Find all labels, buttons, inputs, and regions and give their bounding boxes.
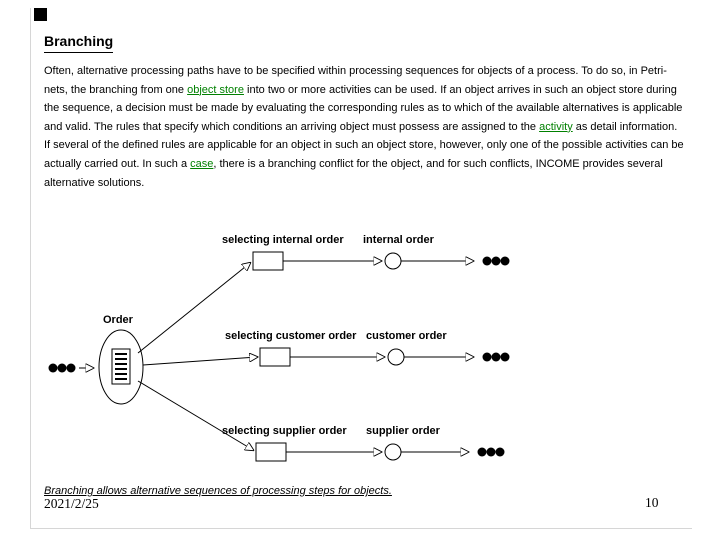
place-internal	[385, 253, 401, 269]
link-object-store[interactable]: object store	[187, 83, 244, 96]
link-case[interactable]: case	[190, 157, 214, 170]
transition-supplier	[256, 443, 286, 461]
paragraph-text: as detail information. If several of the defined rules are applicable for an object in such an object store, however, only one of the possible activities can be actually carried out. In such a	[44, 120, 684, 170]
transition-label-internal: selecting internal order	[222, 234, 344, 246]
figure-caption: Branching allows alternative sequences of processing steps for objects.	[44, 485, 392, 497]
object-store-ellipse	[99, 330, 143, 404]
transition-label-customer: selecting customer order	[225, 330, 357, 342]
page-number: 10	[645, 495, 659, 510]
place-label-supplier: supplier order	[366, 425, 440, 437]
transition-label-supplier: selecting supplier order	[222, 425, 347, 437]
place-label-customer: customer order	[366, 330, 447, 342]
slide-frame-bottom	[30, 528, 692, 529]
corner-square-decoration	[34, 8, 47, 21]
place-supplier	[385, 444, 401, 460]
paragraph-text: , there is a branching conflict for the object, and for such conflicts, INCOME provides several alternative solutions.	[44, 157, 663, 189]
arc-store-to-supplier	[138, 381, 253, 450]
output-tokens-customer	[483, 353, 510, 362]
output-tokens-internal	[483, 257, 510, 266]
petri-net-diagram	[0, 225, 720, 480]
link-activity[interactable]: activity	[539, 120, 573, 133]
paragraph-text: Often, alternative processing paths have to be specified within processing sequences for objects of a process. To do so, in Petri-nets, the branching from one	[44, 65, 667, 96]
page-title: Branching	[44, 33, 113, 53]
arc-store-to-customer	[143, 357, 257, 365]
paragraph-text: into two or more activities can be used. If an object arrives in such an object store during the sequence, a decision must be made by evaluating the corresponding rules as to which of the available alternatives is applicable and valid. The rules that specify which conditions an arriving object must possess are assigned to the	[44, 83, 683, 133]
input-tokens	[49, 364, 76, 373]
document-icon	[112, 349, 130, 384]
body-paragraph	[44, 62, 686, 192]
transition-customer	[260, 348, 290, 366]
place-label-internal: internal order	[363, 234, 434, 246]
place-customer	[388, 349, 404, 365]
transition-internal	[253, 252, 283, 270]
output-tokens-supplier	[478, 448, 505, 457]
footer-date: 2021/2/25	[44, 496, 99, 511]
object-store-label: Order	[103, 314, 133, 326]
